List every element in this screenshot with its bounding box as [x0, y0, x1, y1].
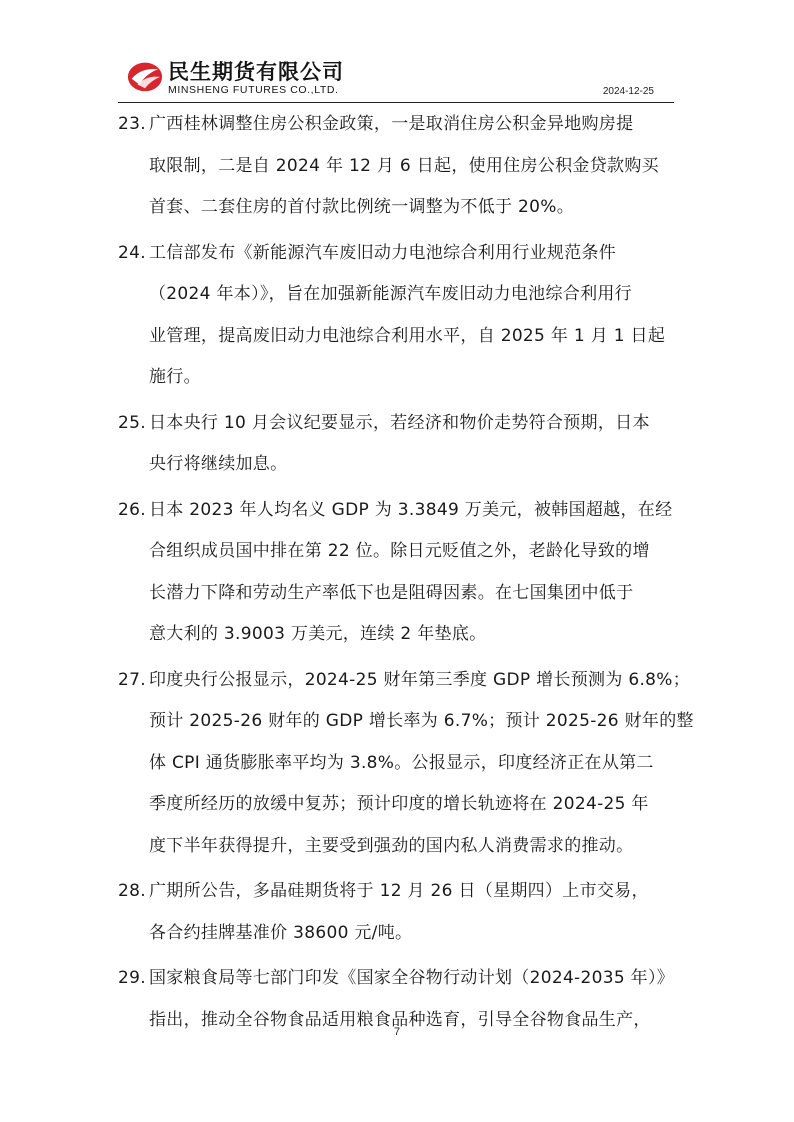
news-item-line	[118, 913, 678, 955]
news-item-number: 26.	[118, 499, 146, 520]
news-item-line	[118, 357, 678, 399]
news-item-text: 长潜力下降和劳动生产率低下也是阻碍因素。在七国集团中低于	[149, 582, 634, 603]
page-number: 7	[393, 1026, 401, 1038]
news-item-text: （2024 年本）》，旨在加强新能源汽车废旧动力电池综合利用行	[149, 284, 632, 304]
news-item-number: 23.	[118, 114, 146, 134]
news-item-line	[118, 104, 678, 146]
news-list	[118, 104, 694, 1045]
news-item-line	[118, 531, 678, 573]
news-item-line	[118, 233, 678, 275]
news-item-text: 取限制，二是自 2024 年 12 月 6 日起，使用住房公积金贷款购买	[149, 155, 659, 176]
news-item-line	[118, 614, 678, 656]
news-item-text: 预计 2025-26 财年的 GDP 增长率为 6.7%；预计 2025-26 财年的整	[149, 711, 694, 731]
news-item-text: 季度所经历的放缓中复苏；预计印度的增长轨迹将在 2024-25 年	[149, 794, 649, 814]
news-item-text: 印度央行公报显示，2024-25 财年第三季度 GDP 增长预测为 6.8%；	[149, 669, 691, 690]
news-item-text: 度下半年获得提升，主要受到强劲的国内私人消费需求的推动。	[149, 835, 634, 856]
news-item-line	[118, 573, 678, 615]
news-item-text: 广西桂林调整住房公积金政策，一是取消住房公积金异地购房提	[149, 114, 634, 134]
news-item-line	[118, 316, 678, 358]
news-item-line	[118, 660, 691, 702]
news-item	[118, 871, 678, 954]
logo-english-name: MINSHENG FUTURES CO.,LTD.	[168, 84, 339, 96]
news-item-number: 29.	[118, 968, 146, 988]
news-item-line	[118, 187, 678, 229]
news-item-line	[118, 444, 678, 486]
news-item-text: 体 CPI 通货膨胀率平均为 3.8%。公报显示，印度经济正在从第二	[149, 752, 654, 773]
news-item-text: 施行。	[149, 367, 201, 387]
report-date: 2024-12-25	[602, 86, 654, 97]
logo-chinese-name: 民生期货有限公司	[168, 60, 344, 84]
company-logo	[126, 56, 366, 98]
news-item-text: 意大利的 3.9003 万美元，连续 2 年垫底。	[149, 624, 487, 644]
news-item-line	[118, 784, 678, 826]
news-item-text: 国家粮食局等七部门印发《国家全谷物行动计划（2024-2035 年）》	[149, 968, 675, 988]
news-item-number: 28.	[118, 881, 146, 901]
news-item	[118, 104, 678, 229]
news-item-line	[118, 958, 678, 1000]
news-item-line	[118, 403, 678, 445]
news-item-line	[118, 871, 678, 913]
news-item-line	[118, 743, 678, 785]
news-item	[118, 403, 678, 486]
news-item-text: 首套、二套住房的首付款比例统一调整为不低于 20%。	[149, 197, 574, 217]
news-item	[118, 660, 694, 868]
news-item	[118, 490, 678, 656]
news-item-text: 业管理，提高废旧动力电池综合利用水平，自 2025 年 1 月 1 日起	[149, 325, 666, 346]
news-item-text: 央行将继续加息。	[149, 454, 288, 474]
news-item-text: 日本 2023 年人均名义 GDP 为 3.3849 万美元，被韩国超越，在经	[149, 499, 673, 520]
news-item-text: 工信部发布《新能源汽车废旧动力电池综合利用行业规范条件	[149, 242, 617, 263]
page-header	[118, 50, 674, 103]
news-item-text: 指出，推动全谷物食品适用粮食品种选育，引导全谷物食品生产，	[149, 1009, 651, 1030]
news-item-text: 广期所公告，多晶硅期货将于 12 月 26 日（星期四）上市交易，	[149, 881, 649, 901]
news-item-text: 各合约挂牌基准价 38600 元/吨。	[149, 922, 413, 943]
news-item-line	[118, 274, 678, 316]
news-item-number: 24.	[118, 242, 146, 263]
news-item-text: 合组织成员国中排在第 22 位。除日元贬值之外，老龄化导致的增	[149, 541, 650, 561]
news-item-number: 27.	[118, 669, 146, 690]
news-item-line	[118, 826, 678, 868]
news-item-text: 日本央行 10 月会议纪要显示，若经济和物价走势符合预期，日本	[149, 412, 650, 433]
news-item-line	[118, 701, 694, 743]
news-item	[118, 233, 678, 399]
minsheng-logo-icon	[126, 56, 164, 94]
news-item-number: 25.	[118, 412, 146, 433]
news-item-line	[118, 490, 678, 532]
news-item-line	[118, 146, 678, 188]
